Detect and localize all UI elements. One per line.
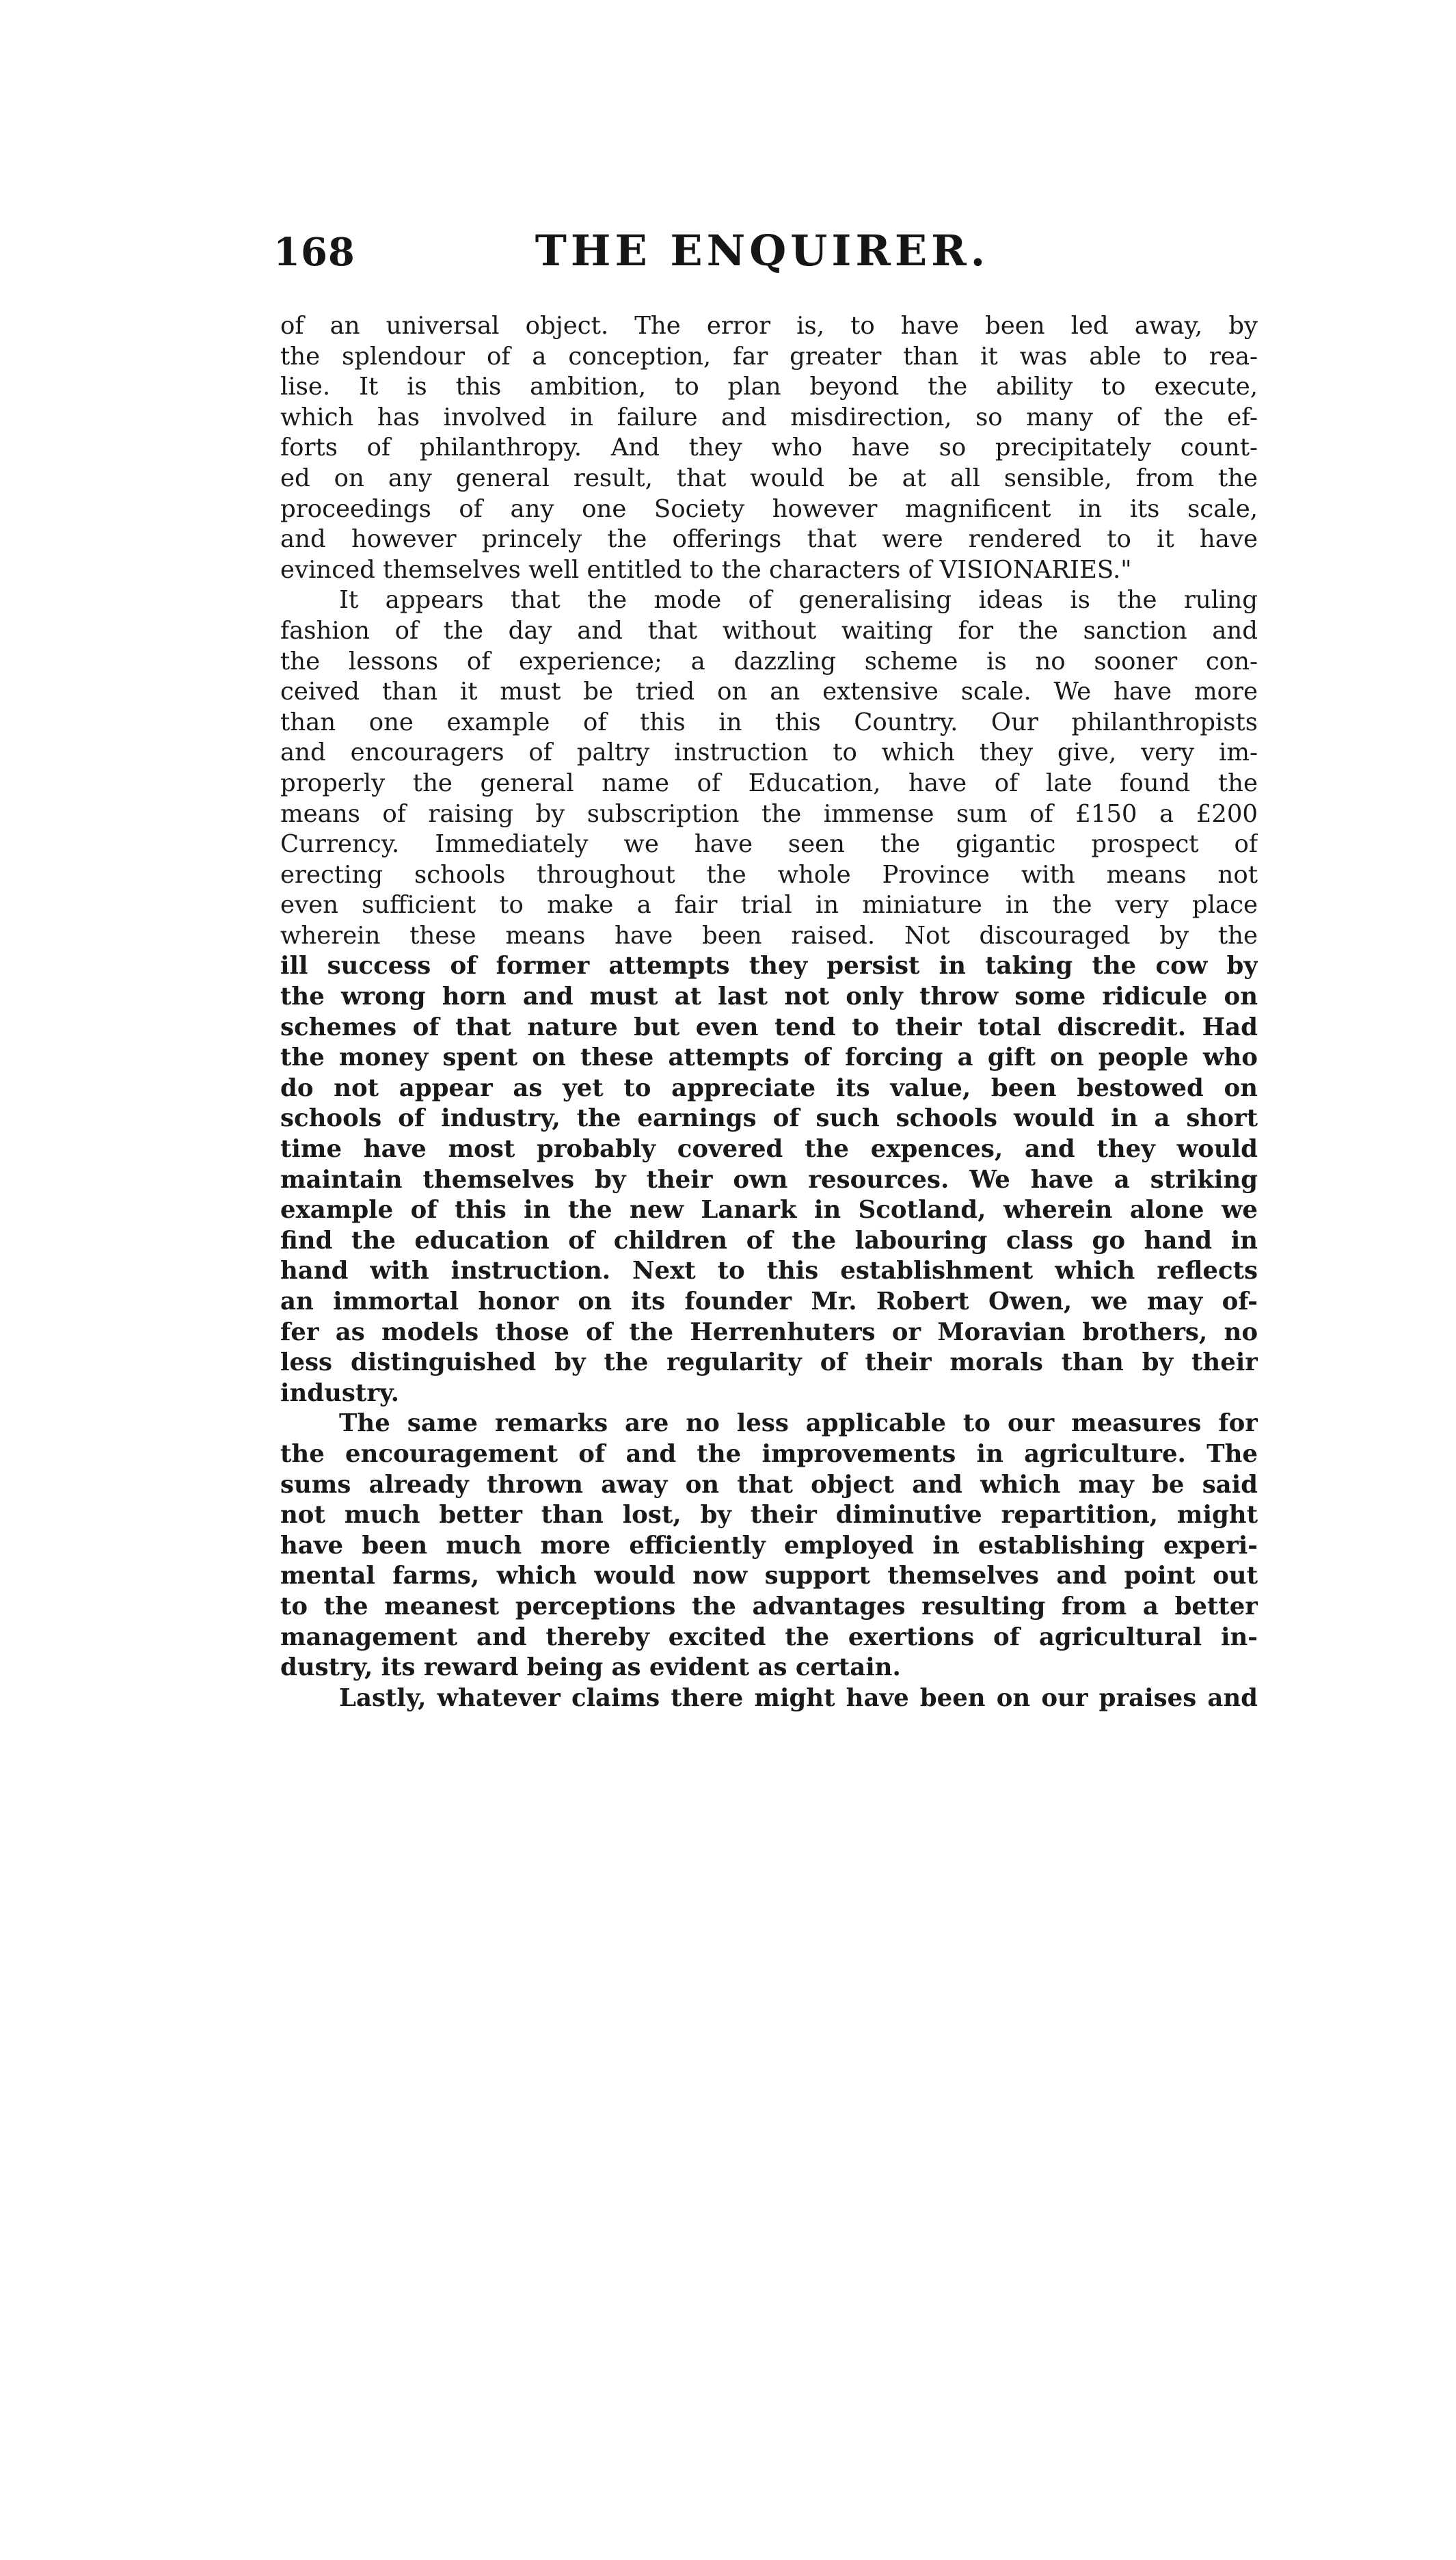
- text-line: ed on any general result, that would be at all sensible, from the: [280, 464, 1258, 492]
- text-line: have been much more efficiently employed in establishing experi-: [280, 1531, 1258, 1560]
- text-line: Currency. Immediately we have seen the gigantic prospect of: [280, 830, 1258, 859]
- text-line: less distinguished by the regularity of their morals than by their: [280, 1348, 1258, 1377]
- text-line: ill success of former attempts they persist in taking the cow by: [280, 952, 1258, 981]
- text-line: do not appear as yet to appreciate its value, been bestowed on: [280, 1074, 1258, 1102]
- text-line: mental farms, which would now support themselves and point out: [280, 1562, 1258, 1590]
- paragraph-start-line: The same remarks are no less applicable to our measures for: [339, 1409, 1258, 1438]
- text-line: and however princely the offerings that were rendered to it have: [280, 525, 1258, 554]
- text-line: the lessons of experience; a dazzling scheme is no sooner con-: [280, 647, 1258, 676]
- text-line: time have most probably covered the expences, and they would: [280, 1135, 1258, 1164]
- text-line: fer as models those of the Herrenhuters or Moravian brothers, no: [280, 1318, 1258, 1346]
- text-line: to the meanest perceptions the advantages resulting from a better: [280, 1592, 1258, 1621]
- body-text: [280, 311, 1258, 1714]
- text-line: forts of philanthropy. And they who have so precipitately count-: [280, 434, 1258, 462]
- text-line: hand with instruction. Next to this establishment which reflects: [280, 1257, 1258, 1285]
- text-line: the money spent on these attempts of forcing a gift on people who: [280, 1043, 1258, 1072]
- text-line: maintain themselves by their own resources. We have a striking: [280, 1165, 1258, 1194]
- text-line: schools of industry, the earnings of such schools would in a short: [280, 1104, 1258, 1133]
- text-line: proceedings of any one Society however magnificent in its scale,: [280, 494, 1258, 523]
- text-line: the splendour of a conception, far greater than it was able to rea-: [280, 342, 1258, 371]
- text-line: than one example of this in this Country. Our philanthropists: [280, 708, 1258, 736]
- text-line: the encouragement of and the improvements in agriculture. The: [280, 1439, 1258, 1468]
- text-line: industry.: [280, 1378, 399, 1407]
- paragraph-start-line: It appears that the mode of generalising ideas is the ruling: [339, 586, 1258, 615]
- text-line: erecting schools throughout the whole Province with means not: [280, 860, 1258, 889]
- page-header: [273, 226, 1251, 294]
- text-line: sums already thrown away on that object and which may be said: [280, 1470, 1258, 1499]
- running-title: THE ENQUIRER.: [535, 226, 990, 276]
- paragraph-start-line: Lastly, whatever claims there might have been on our praises and: [339, 1683, 1258, 1712]
- text-line: of an universal object. The error is, to have been led away, by: [280, 312, 1258, 340]
- text-line: find the education of children of the labouring class go hand in: [280, 1226, 1258, 1255]
- text-line: dustry, its reward being as evident as certain.: [280, 1653, 901, 1682]
- text-line: means of raising by subscription the immense sum of £150 a £200: [280, 799, 1258, 828]
- text-line: properly the general name of Education, have of late found the: [280, 769, 1258, 797]
- text-line: even sufficient to make a fair trial in miniature in the very place: [280, 891, 1258, 920]
- text-line: ceived than it must be tried on an extensive scale. We have more: [280, 678, 1258, 706]
- text-line: not much better than lost, by their diminutive repartition, might: [280, 1501, 1258, 1530]
- text-line: example of this in the new Lanark in Scotland, wherein alone we: [280, 1196, 1258, 1225]
- text-line: and encouragers of paltry instruction to which they give, very im-: [280, 738, 1258, 767]
- text-line: fashion of the day and that without waiting for the sanction and: [280, 616, 1258, 645]
- text-line: management and thereby excited the exertions of agricultural in-: [280, 1623, 1258, 1651]
- page-number: 168: [273, 230, 355, 275]
- text-line: evinced themselves well entitled to the characters of VISIONARIES.": [280, 555, 1132, 584]
- text-line: the wrong horn and must at last not only throw some ridicule on: [280, 983, 1258, 1011]
- text-line: lise. It is this ambition, to plan beyond the ability to execute,: [280, 373, 1258, 401]
- text-line: schemes of that nature but even tend to their total discredit. Had: [280, 1013, 1258, 1041]
- text-line: which has involved in failure and misdirection, so many of the ef-: [280, 403, 1258, 431]
- text-line: an immortal honor on its founder Mr. Robert Owen, we may of-: [280, 1288, 1258, 1316]
- text-line: wherein these means have been raised. Not discouraged by the: [280, 921, 1258, 950]
